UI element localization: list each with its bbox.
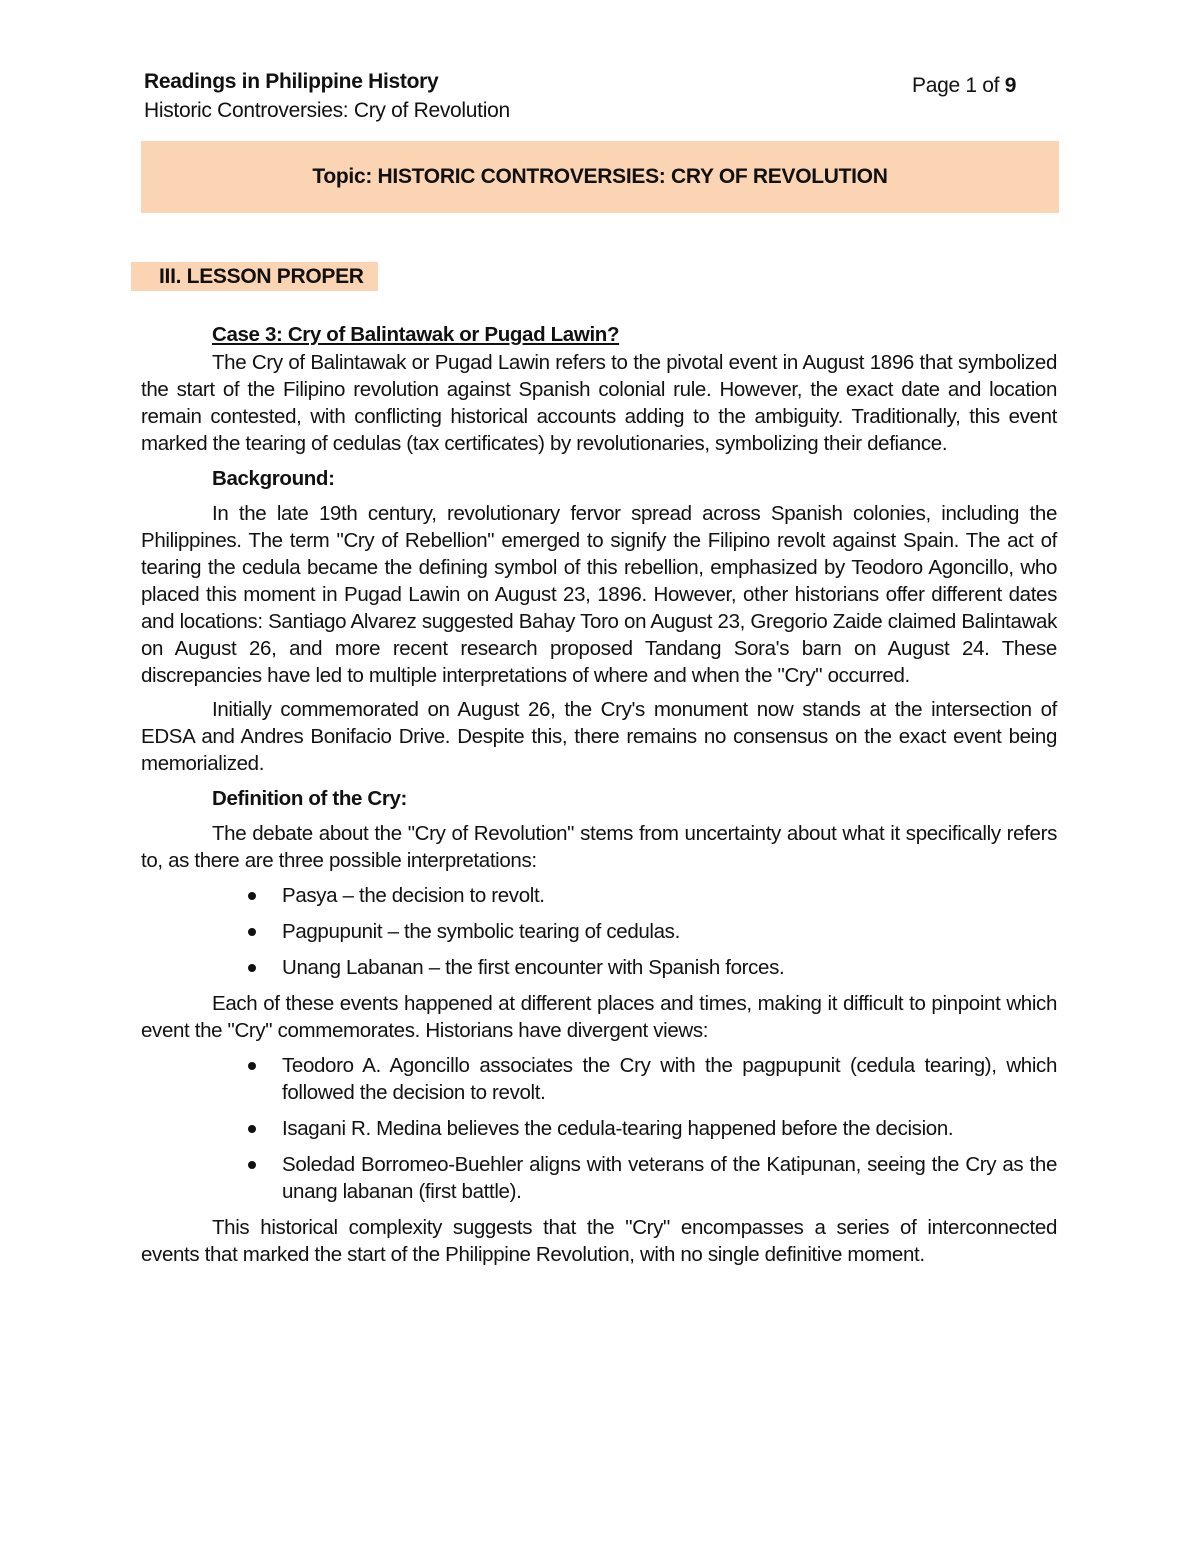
background-heading: Background: <box>212 467 335 490</box>
interpretations-list <box>141 882 1057 981</box>
bullet-icon <box>248 1125 256 1133</box>
intro-paragraph: The Cry of Balintawak or Pugad Lawin refers to the pivotal event in August 1896 that symbolized the start of the Filipino revolution against Spanish colonial rule. However, the exact date and location remain contested, with conflicting historical accounts adding to the ambiguity. Traditionally, this event marked the tearing of cedulas (tax certificates) by revolutionaries, symbolizing their defiance. <box>141 351 1057 455</box>
definition-paragraph-3: This historical complexity suggests that the "Cry" encompasses a series of interconnected events that marked the start of the Philippine Revolution, with no single definitive moment. <box>141 1216 1057 1266</box>
bullet-icon <box>248 928 256 936</box>
background-paragraph-1: In the late 19th century, revolutionary fervor spread across Spanish colonies, including the Philippines. The term "Cry of Rebellion" emerged to signify the Filipino revolt against Spain. The act of tearing the cedula became the defining symbol of this rebellion, emphasized by Teodoro Agoncillo, who placed this moment in Pugad Lawin on August 23, 1896. However, other historians offer different dates and locations: Santiago Alvarez suggested Bahay Toro on August 23, Gregorio Zaide claimed Balintawak on August 26, and more recent research proposed Tandang Sora's barn on August 24. These discrepancies have led to multiple interpretations of where and when the "Cry" occurred. <box>141 502 1057 687</box>
list-item-text: Pasya – the decision to revolt. <box>282 884 545 907</box>
bullet-icon <box>248 1161 256 1169</box>
definition-paragraph-1: The debate about the "Cry of Revolution" stems from uncertainty about what it specifically refers to, as there are three possible interpretations: <box>141 822 1057 872</box>
list-item <box>141 918 1057 945</box>
list-item-text: Teodoro A. Agoncillo associates the Cry with the pagpupunit (cedula tearing), which followed the decision to revolt. <box>282 1054 1057 1104</box>
list-item-text: Soledad Borromeo-Buehler aligns with veterans of the Katipunan, seeing the Cry as the unang labanan (first battle). <box>282 1153 1057 1203</box>
bullet-icon <box>248 892 256 900</box>
bullet-icon <box>248 1062 256 1070</box>
list-item <box>141 882 1057 909</box>
list-item-text: Unang Labanan – the first encounter with Spanish forces. <box>282 956 785 979</box>
list-item-text: Isagani R. Medina believes the cedula-tearing happened before the decision. <box>282 1117 954 1140</box>
case-heading <box>141 320 1057 349</box>
views-list <box>141 1052 1057 1205</box>
list-item-text: Pagpupunit – the symbolic tearing of cedulas. <box>282 920 680 943</box>
definition-heading: Definition of the Cry: <box>212 787 408 810</box>
topic-banner <box>141 141 1059 213</box>
topic-title: Topic: HISTORIC CONTROVERSIES: CRY OF REVOLUTION <box>312 165 888 188</box>
list-item <box>141 954 1057 981</box>
page-number-prefix: Page 1 of <box>912 74 1005 97</box>
header-title: Readings in Philippine History <box>144 70 439 93</box>
list-item <box>141 1052 1057 1106</box>
section-label: III. LESSON PROPER <box>131 262 378 291</box>
document-body <box>141 320 1057 1268</box>
header-subtitle: Historic Controversies: Cry of Revolution <box>144 99 510 122</box>
page-total: 9 <box>1004 74 1017 97</box>
case-heading-text: Case 3: Cry of Balintawak or Pugad Lawin? <box>212 323 620 346</box>
definition-paragraph-2: Each of these events happened at different places and times, making it difficult to pinpoint which event the "Cry" commemorates. Historians have divergent views: <box>141 992 1057 1042</box>
list-item <box>141 1115 1057 1142</box>
bullet-icon <box>248 964 256 972</box>
list-item <box>141 1151 1057 1205</box>
background-paragraph-2: Initially commemorated on August 26, the Cry's monument now stands at the intersection of EDSA and Andres Bonifacio Drive. Despite this, there remains no consensus on the exact event being memorialized. <box>141 698 1057 775</box>
page-number <box>912 74 1016 98</box>
